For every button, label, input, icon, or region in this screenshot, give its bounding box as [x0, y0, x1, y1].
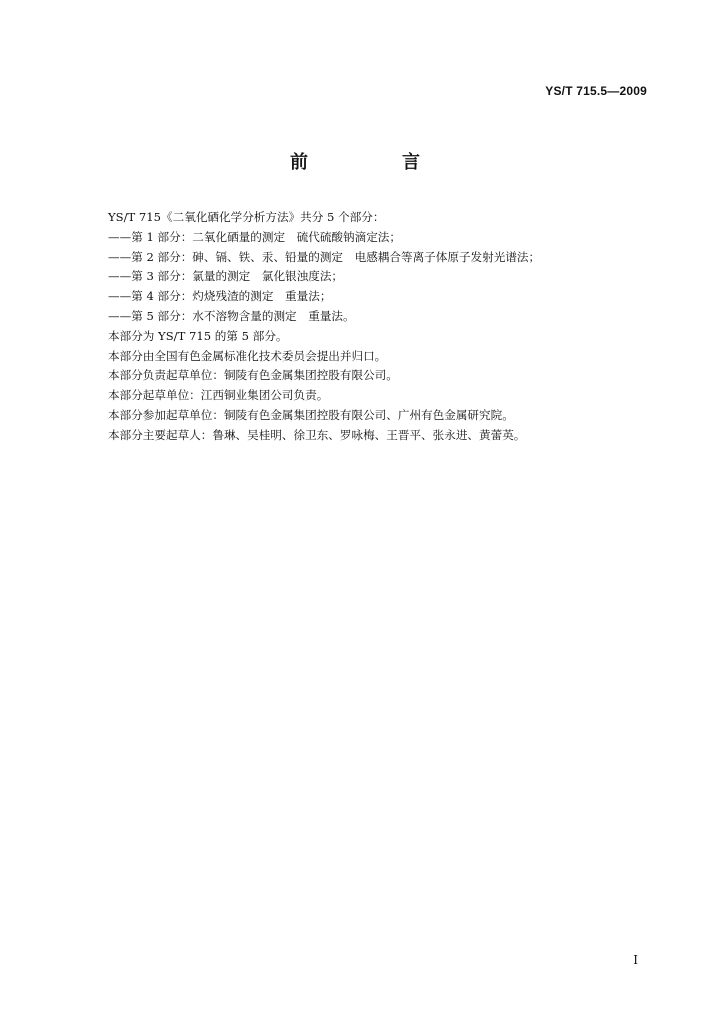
preface-body	[108, 208, 668, 446]
preface-paragraph: 本部分负责起草单位：铜陵有色金属集团控股有限公司。	[108, 368, 398, 383]
standard-code: YS/T 715.5—2009	[545, 84, 647, 98]
preface-list-item: ——第 4 部分：灼烧残渣的测定 重量法；	[108, 289, 332, 304]
preface-paragraph: 本部分由全国有色金属标准化技术委员会提出并归口。	[108, 348, 387, 363]
preface-list-item: ——第 5 部分：水不溶物含量的测定 重量法。	[108, 308, 355, 323]
preface-paragraph: 本部分主要起草人：鲁琳、吴桂明、徐卫东、罗咏梅、王晋平、张永进、黄蕾英。	[108, 427, 526, 442]
preface-paragraph: YS/T 715《二氧化硒化学分析方法》共分 5 个部分：	[108, 210, 385, 224]
page-number: I	[633, 953, 638, 967]
page-title: 前 言	[290, 152, 458, 173]
preface-paragraph: 本部分起草单位：江西铜业集团公司负责。	[108, 388, 329, 403]
preface-list-item: ——第 1 部分：二氧化硒量的测定 硫代硫酸钠滴定法；	[108, 229, 401, 244]
preface-paragraph: 本部分为 YS/T 715 的第 5 部分。	[108, 328, 288, 343]
preface-list-item: ——第 2 部分：砷、镉、铁、汞、铅量的测定 电感耦合等离子体原子发射光谱法；	[108, 249, 541, 264]
preface-paragraph: 本部分参加起草单位：铜陵有色金属集团控股有限公司、广州有色金属研究院。	[108, 407, 514, 422]
preface-list-item: ——第 3 部分：氯量的测定 氯化银浊度法；	[108, 269, 344, 284]
